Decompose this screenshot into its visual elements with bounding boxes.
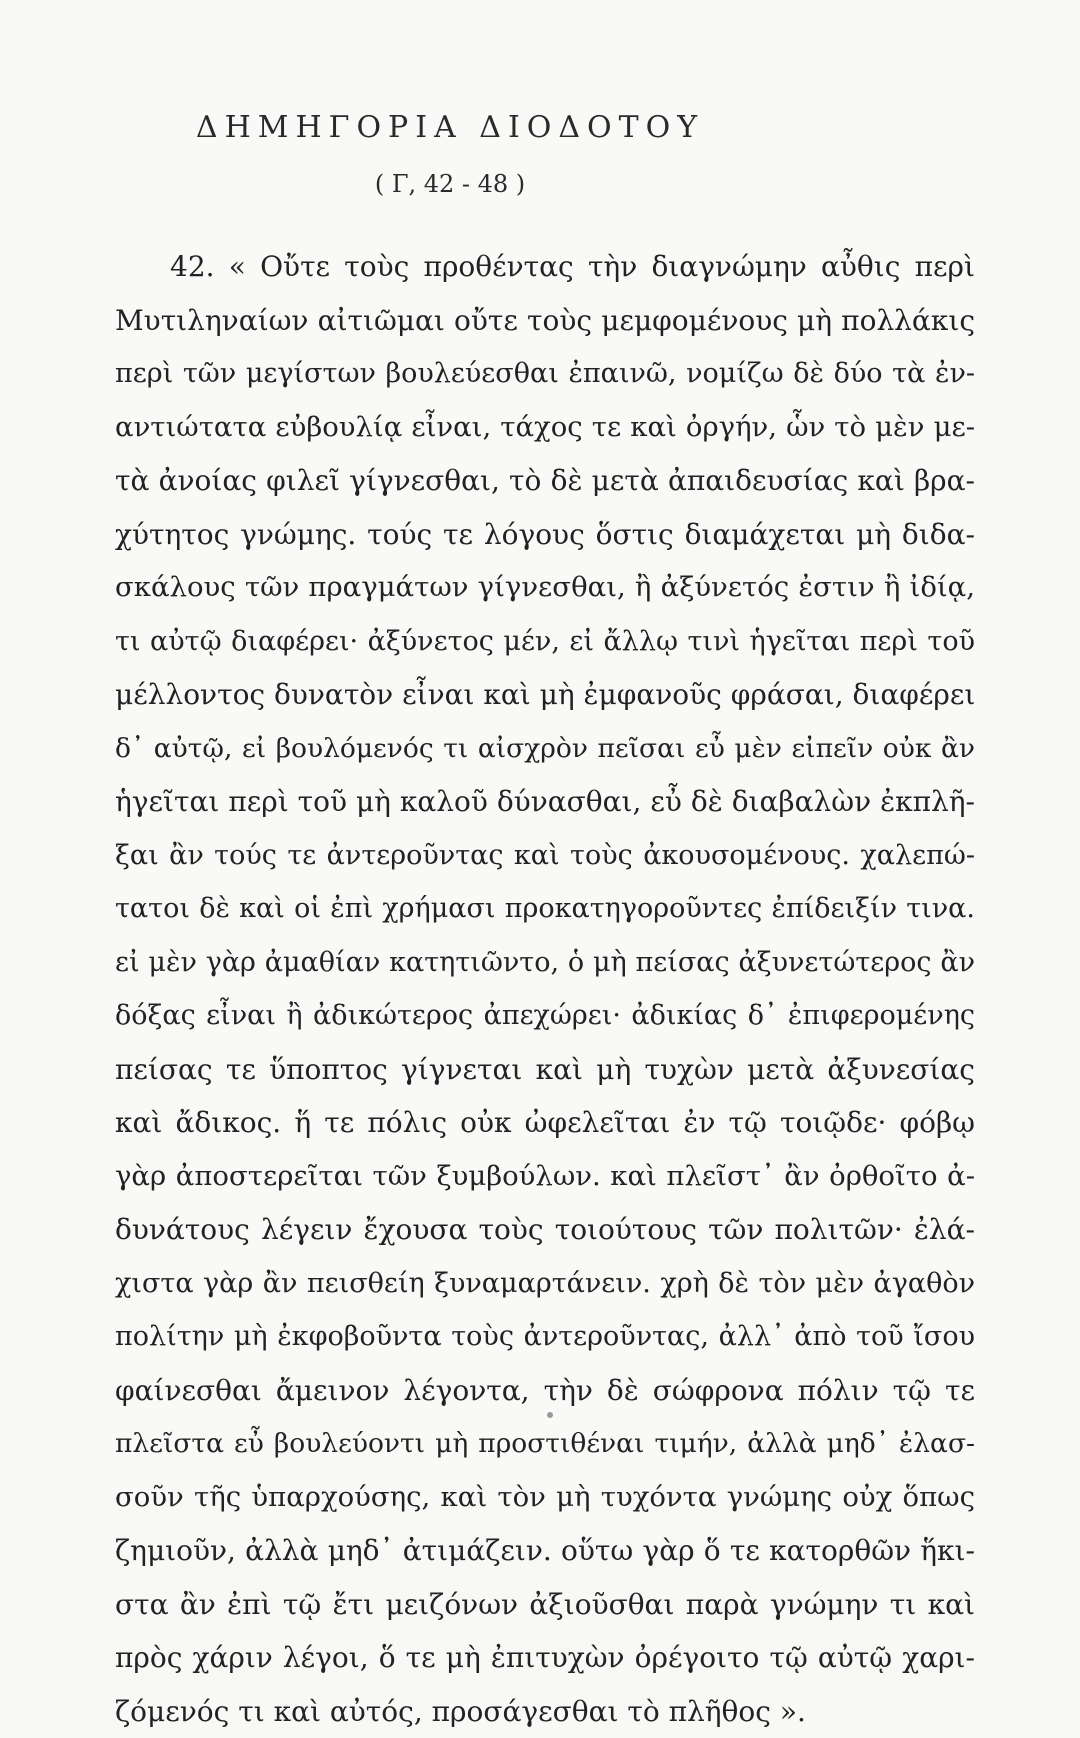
- text-line: 42. « Οὔτε τοὺς προθέντας τὴν διαγνώμην αὖθις περὶ: [115, 240, 975, 294]
- text-line: ἡγεῖται περὶ τοῦ μὴ καλοῦ δύνασθαι, εὖ δὲ διαβαλὼν ἐκπλῆ-: [115, 775, 975, 829]
- text-line: πολίτην μὴ ἐκφοβοῦντα τοὺς ἀντεροῦντας, ἀλλ᾽ ἀπὸ τοῦ ἴσου: [115, 1310, 975, 1364]
- text-line: τι αὐτῷ διαφέρει· ἀξύνετος μέν, εἰ ἄλλῳ τινὶ ἡγεῖται περὶ τοῦ: [115, 615, 975, 669]
- chapter-reference: ( Γ, 42 - 48 ): [0, 170, 900, 198]
- text-line: αντιώτατα εὐβουλίᾳ εἶναι, τάχος τε καὶ ὀργήν, ὧν τὸ μὲν με-: [115, 401, 975, 455]
- text-line: πείσας τε ὕποπτος γίγνεται καὶ μὴ τυχὼν μετὰ ἀξυνεσίας: [115, 1043, 975, 1097]
- text-line: πρὸς χάριν λέγοι, ὅ τε μὴ ἐπιτυχὼν ὀρέγοιτο τῷ αὐτῷ χαρι-: [115, 1631, 975, 1685]
- text-line: ξαι ἂν τούς τε ἀντεροῦντας καὶ τοὺς ἀκουσομένους. χαλεπώ-: [115, 829, 975, 883]
- text-line: στα ἂν ἐπὶ τῷ ἔτι μειζόνων ἀξιοῦσθαι παρὰ γνώμην τι καὶ: [115, 1578, 975, 1632]
- text-line: φαίνεσθαι ἄμεινον λέγοντα, τὴν δὲ σώφρονα πόλιν τῷ τε: [115, 1364, 975, 1418]
- chapter-title: ΔΗΜΗΓΟΡΙΑ ΔΙΟΔΟΤΟΥ: [0, 110, 900, 145]
- text-line: δυνάτους λέγειν ἔχουσα τοὺς τοιούτους τῶν πολιτῶν· ἐλά-: [115, 1203, 975, 1257]
- text-line: καὶ ἄδικος. ἥ τε πόλις οὐκ ὠφελεῖται ἐν τῷ τοιῷδε· φόβῳ: [115, 1096, 975, 1150]
- ink-speck: [547, 1412, 553, 1418]
- text-line: σοῦν τῆς ὑπαρχούσης, καὶ τὸν μὴ τυχόντα γνώμης οὐχ ὅπως: [115, 1471, 975, 1525]
- text-line: δόξας εἶναι ἢ ἀδικώτερος ἀπεχώρει· ἀδικίας δ᾽ ἐπιφερομένης: [115, 989, 975, 1043]
- text-line: μέλλοντος δυνατὸν εἶναι καὶ μὴ ἐμφανοῦς φράσαι, διαφέρει: [115, 668, 975, 722]
- text-line: ζόμενός τι καὶ αὐτός, προσάγεσθαι τὸ πλῆθος ».: [115, 1685, 975, 1738]
- text-line: τατοι δὲ καὶ οἱ ἐπὶ χρήμασι προκατηγοροῦντες ἐπίδειξίν τινα.: [115, 882, 975, 936]
- text-line: πλεῖστα εὖ βουλεύοντι μὴ προστιθέναι τιμήν, ἀλλὰ μηδ᾽ ἐλασ-: [115, 1417, 975, 1471]
- text-line: χύτητος γνώμης. τούς τε λόγους ὅστις διαμάχεται μὴ διδα-: [115, 508, 975, 562]
- text-line: περὶ τῶν μεγίστων βουλεύεσθαι ἐπαινῶ, νομίζω δὲ δύο τὰ ἐν-: [115, 347, 975, 401]
- text-line: χιστα γὰρ ἂν πεισθείη ξυναμαρτάνειν. χρὴ δὲ τὸν μὲν ἀγαθὸν: [115, 1257, 975, 1311]
- text-line: Μυτιληναίων αἰτιῶμαι οὔτε τοὺς μεμφομένους μὴ πολλάκις: [115, 294, 975, 348]
- text-line: γὰρ ἀποστερεῖται τῶν ξυμβούλων. καὶ πλεῖστ᾽ ἂν ὀρθοῖτο ἀ-: [115, 1150, 975, 1204]
- text-line: ζημιοῦν, ἀλλὰ μηδ᾽ ἀτιμάζειν. οὕτω γὰρ ὅ τε κατορθῶν ἥκι-: [115, 1524, 975, 1578]
- text-line: σκάλους τῶν πραγμάτων γίγνεσθαι, ἢ ἀξύνετός ἐστιν ἢ ἰδίᾳ,: [115, 561, 975, 615]
- text-line: εἰ μὲν γὰρ ἀμαθίαν κατητιῶντο, ὁ μὴ πείσας ἀξυνετώτερος ἂν: [115, 936, 975, 990]
- text-line: τὰ ἀνοίας φιλεῖ γίγνεσθαι, τὸ δὲ μετὰ ἀπαιδευσίας καὶ βρα-: [115, 454, 975, 508]
- paragraph-text: [115, 240, 975, 1738]
- text-line: δ᾽ αὐτῷ, εἰ βουλόμενός τι αἰσχρὸν πεῖσαι εὖ μὲν εἰπεῖν οὐκ ἂν: [115, 722, 975, 776]
